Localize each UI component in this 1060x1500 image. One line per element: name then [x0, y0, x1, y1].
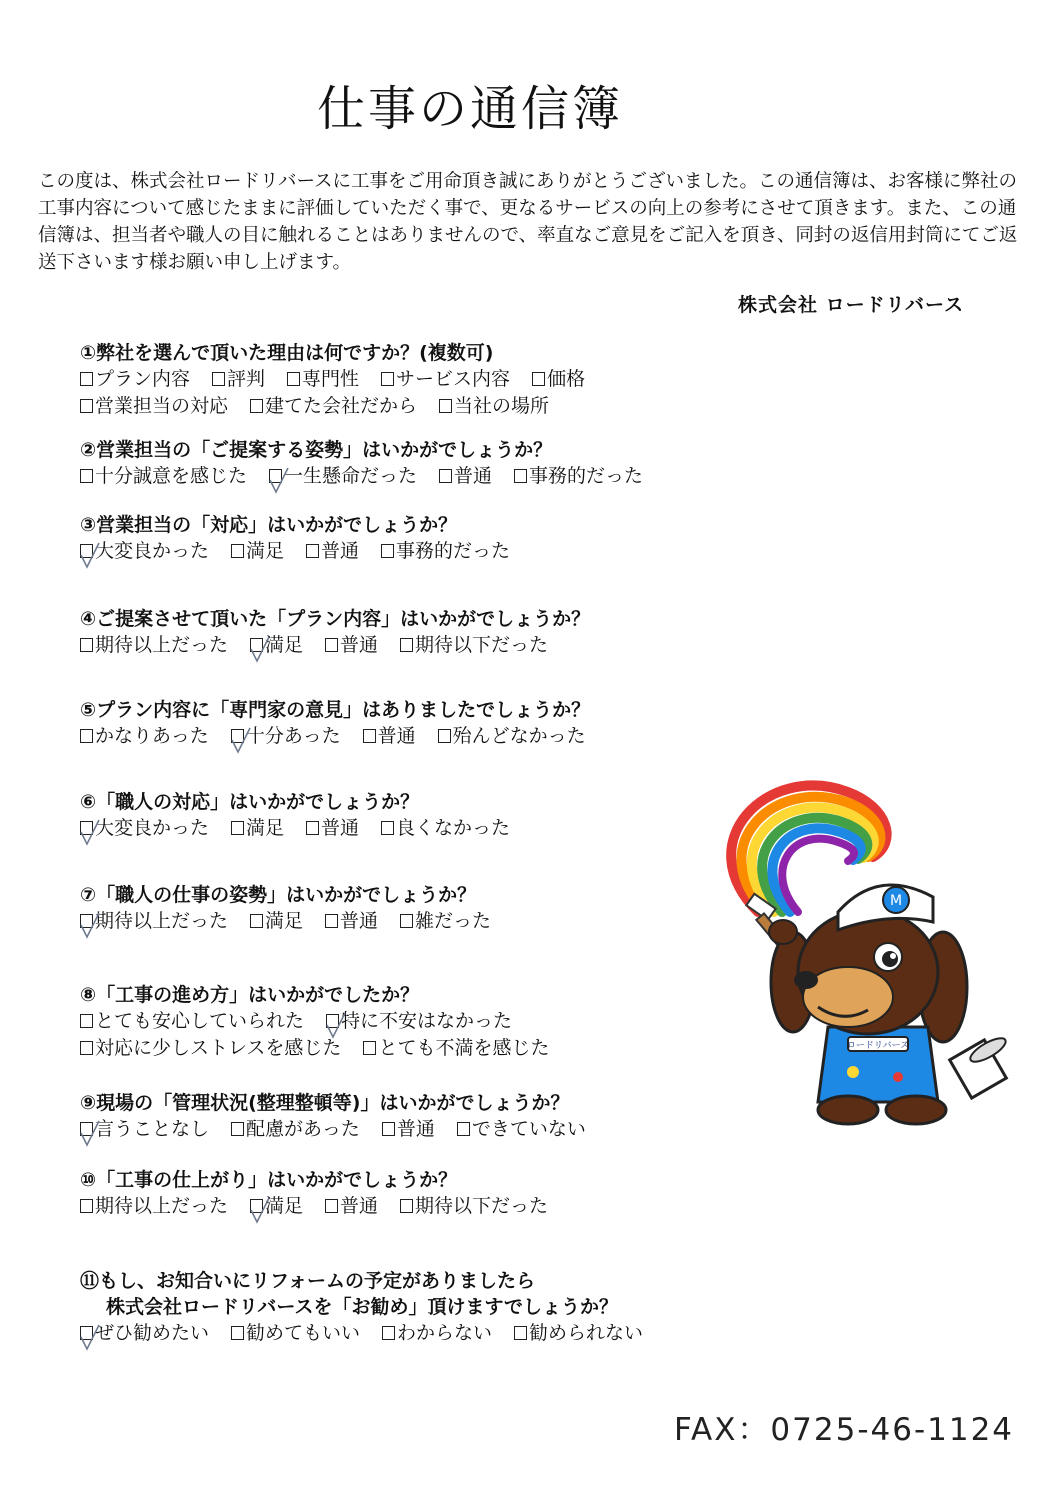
checkbox[interactable]: [80, 1041, 93, 1055]
option-label: 配慮があった: [246, 1118, 360, 1140]
option-label: 期待以下だった: [415, 634, 549, 656]
option-item[interactable]: [80, 1116, 209, 1143]
checkbox[interactable]: [80, 1199, 93, 1213]
checkbox[interactable]: [400, 638, 413, 652]
question-text: ②営業担当の「ご提案する姿勢」はいかがでしょうか？: [80, 439, 553, 461]
checkbox[interactable]: [80, 729, 93, 743]
option-item[interactable]: [80, 1320, 209, 1347]
question-block: [80, 512, 532, 565]
option-item[interactable]: [80, 908, 228, 935]
company-name: 株式会社 ロードリバース: [738, 294, 965, 316]
option-item[interactable]: [439, 463, 492, 490]
checkbox[interactable]: [306, 544, 319, 558]
option-label: 期待以下だった: [415, 1195, 549, 1217]
paint-can-icon: [950, 1034, 1009, 1098]
checkbox[interactable]: [212, 372, 225, 386]
checkbox[interactable]: [514, 469, 527, 483]
checkbox[interactable]: [514, 1326, 527, 1340]
checkbox[interactable]: [532, 372, 545, 386]
options-row: [80, 538, 532, 565]
option-item[interactable]: [80, 1008, 304, 1035]
question-text: ⑪もし、お知合いにリフォームの予定がありましたら: [80, 1270, 536, 1292]
checkbox[interactable]: [325, 914, 338, 928]
checkbox[interactable]: [457, 1122, 470, 1136]
question-block: [80, 437, 665, 490]
page-title: 仕事の通信簿: [316, 81, 623, 137]
apron-label: ロードリバース: [846, 1041, 910, 1051]
checkbox[interactable]: [400, 914, 413, 928]
option-label: 期待以上だった: [95, 634, 229, 656]
options-row: [80, 1116, 608, 1143]
option-item[interactable]: [400, 1193, 548, 1220]
options-row: [80, 632, 590, 659]
options-row: [80, 723, 608, 750]
option-label: 事務的だった: [396, 540, 511, 562]
option-item[interactable]: [457, 1116, 586, 1143]
option-item[interactable]: [381, 815, 510, 842]
question-text: ⑨現場の「管理状況(整理整頓等)」はいかがでしょうか？: [80, 1092, 570, 1114]
checkbox[interactable]: [80, 1326, 93, 1340]
options-row: [80, 815, 532, 842]
option-item[interactable]: [381, 366, 510, 393]
options-row: [80, 1008, 571, 1035]
question-text: ④ご提案させて頂いた「プラン内容」はいかがでしょうか？: [80, 608, 591, 630]
option-label: 大変良かった: [95, 817, 210, 839]
option-label: 殆んどなかった: [452, 725, 586, 747]
cap-logo-text: M: [889, 893, 903, 909]
option-label: 普通: [321, 817, 360, 839]
option-item[interactable]: [514, 463, 643, 490]
option-item[interactable]: [80, 538, 209, 565]
question-text: ③営業担当の「対応」はいかがでしょうか？: [80, 514, 458, 536]
checkbox[interactable]: [400, 1199, 413, 1213]
option-label: 普通: [396, 1118, 435, 1140]
option-label: 普通: [454, 465, 493, 487]
option-label: 十分あった: [245, 725, 341, 747]
question-text: ⑥「職人の対応」はいかがでしょうか？: [80, 791, 420, 813]
checkbox[interactable]: [80, 372, 93, 386]
option-item[interactable]: [306, 815, 359, 842]
option-item[interactable]: [80, 393, 228, 420]
checkbox[interactable]: [80, 1122, 93, 1136]
question-block: [80, 982, 571, 1062]
checkbox[interactable]: [231, 729, 244, 743]
option-item[interactable]: [80, 1193, 228, 1220]
option-label: とても安心していられた: [95, 1010, 305, 1032]
option-label: 建てた会社だから: [265, 395, 418, 417]
option-label: プラン内容: [95, 368, 191, 390]
checkbox[interactable]: [382, 1326, 395, 1340]
option-label: 雑だった: [415, 910, 492, 932]
question-text: ⑤プラン内容に「専門家の意見」はありましたでしょうか？: [80, 699, 591, 721]
option-item[interactable]: [250, 908, 303, 935]
option-label: 期待以上だった: [95, 910, 229, 932]
option-label: ぜひ勧めたい: [95, 1322, 210, 1344]
option-label: 満足: [265, 910, 304, 932]
question-text: ⑦「職人の仕事の姿勢」はいかがでしょうか？: [80, 884, 477, 906]
options-row: [80, 1193, 570, 1220]
option-item[interactable]: [326, 1008, 512, 1035]
checkbox[interactable]: [250, 1199, 263, 1213]
checkbox[interactable]: [231, 1326, 244, 1340]
option-item[interactable]: [532, 366, 585, 393]
option-item[interactable]: [80, 632, 228, 659]
question-block: [80, 1167, 570, 1220]
checkbox[interactable]: [381, 821, 394, 835]
checkbox[interactable]: [80, 638, 93, 652]
intro-paragraph: この度は、株式会社ロードリバースに工事をご用命頂き誠にありがとうございました。この通信簿は、お客様に弊社の工事内容について感じたままに評価していただく事で、更なるサービスの向上の参考にさせて頂きます。また、この通信簿は、担当者や職人の目に触れることはありませんので、率直なご意見をご記入を頂き、同封の返信用封筒にてご返送下さいます様お願い申し上げます。: [38, 171, 1018, 273]
option-item[interactable]: [439, 393, 549, 420]
option-item[interactable]: [212, 366, 265, 393]
checkbox[interactable]: [363, 1041, 376, 1055]
option-item[interactable]: [382, 1320, 492, 1347]
checkbox[interactable]: [439, 399, 452, 413]
option-item[interactable]: [250, 393, 417, 420]
option-item[interactable]: [325, 908, 378, 935]
question-block: [80, 789, 532, 842]
option-label: 評判: [227, 368, 266, 390]
option-item[interactable]: [514, 1320, 643, 1347]
option-label: 一生懸命だった: [284, 465, 418, 487]
option-item[interactable]: [231, 1320, 360, 1347]
option-label: 普通: [340, 634, 379, 656]
question-block: [80, 1090, 608, 1143]
option-item[interactable]: [80, 815, 209, 842]
option-label: 普通: [340, 1195, 379, 1217]
option-item[interactable]: [382, 1116, 435, 1143]
checkbox[interactable]: [363, 729, 376, 743]
checkbox[interactable]: [231, 544, 244, 558]
option-item[interactable]: [231, 1116, 360, 1143]
checkbox[interactable]: [231, 821, 244, 835]
option-label: 価格: [547, 368, 586, 390]
question-block: [80, 882, 513, 935]
question-text: ⑧「工事の進め方」はいかがでしたか？: [80, 984, 420, 1006]
checkbox[interactable]: [439, 469, 452, 483]
option-label: 言うことなし: [95, 1118, 210, 1140]
options-row: [80, 366, 607, 393]
question-block: [80, 697, 608, 750]
checkbox[interactable]: [438, 729, 451, 743]
question-text: ⑩「工事の仕上がり」はいかがでしょうか？: [80, 1169, 458, 1191]
option-item[interactable]: [438, 723, 586, 750]
option-item[interactable]: [231, 815, 284, 842]
option-item[interactable]: [250, 1193, 303, 1220]
question-block: [80, 606, 590, 659]
checkbox[interactable]: [80, 544, 93, 558]
option-item[interactable]: [400, 908, 491, 935]
checkbox[interactable]: [80, 399, 93, 413]
checkbox[interactable]: [325, 1199, 338, 1213]
option-item[interactable]: [231, 538, 284, 565]
option-item[interactable]: [363, 1035, 549, 1062]
option-label: とても不満を感じた: [378, 1037, 550, 1059]
option-item[interactable]: [250, 632, 303, 659]
option-item[interactable]: [325, 1193, 378, 1220]
checkbox[interactable]: [80, 914, 93, 928]
option-label: 十分誠意を感じた: [95, 465, 248, 487]
checkbox[interactable]: [250, 914, 263, 928]
options-row: [80, 393, 607, 420]
checkbox[interactable]: [250, 399, 263, 413]
checkbox[interactable]: [306, 821, 319, 835]
question-text-line2: 株式会社ロードリバースを「お勧め」頂けますでしょうか？: [106, 1296, 619, 1318]
option-label: かなりあった: [95, 725, 209, 747]
checkbox[interactable]: [80, 1014, 93, 1028]
option-label: 満足: [265, 1195, 304, 1217]
options-row: [80, 908, 513, 935]
fax-number: FAX：0725-46-1124: [674, 1412, 1015, 1448]
options-row: [80, 463, 665, 490]
option-label: 特に不安はなかった: [341, 1010, 513, 1032]
options-row: [80, 1320, 665, 1347]
checkbox[interactable]: [250, 638, 263, 652]
option-item[interactable]: [306, 538, 359, 565]
option-label: 当社の場所: [454, 395, 550, 417]
option-item[interactable]: [80, 366, 190, 393]
option-label: 事務的だった: [529, 465, 644, 487]
checkbox[interactable]: [325, 638, 338, 652]
option-label: 対応に少しストレスを感じた: [95, 1037, 342, 1059]
checkbox[interactable]: [80, 469, 93, 483]
option-label: 期待以上だった: [95, 1195, 229, 1217]
options-row: [80, 1035, 571, 1062]
option-label: 営業担当の対応: [95, 395, 229, 417]
checkbox[interactable]: [231, 1122, 244, 1136]
option-label: 大変良かった: [95, 540, 210, 562]
checkbox[interactable]: [287, 372, 300, 386]
option-item[interactable]: [80, 723, 209, 750]
checkbox[interactable]: [326, 1014, 339, 1028]
checkbox[interactable]: [381, 372, 394, 386]
option-label: 満足: [246, 817, 285, 839]
option-label: 専門性: [302, 368, 360, 390]
option-label: できていない: [471, 1118, 586, 1140]
option-item[interactable]: [363, 723, 416, 750]
question-block: [80, 340, 607, 420]
question-text: ①弊社を選んで頂いた理由は何ですか？(複数可): [80, 342, 494, 364]
mascot-illustration: [688, 772, 1028, 1132]
checkbox[interactable]: [381, 544, 394, 558]
option-label: 満足: [246, 540, 285, 562]
option-label: 勧めてもいい: [246, 1322, 361, 1344]
option-label: 満足: [265, 634, 304, 656]
option-label: 勧められない: [529, 1322, 644, 1344]
option-item[interactable]: [269, 463, 417, 490]
option-label: サービス内容: [396, 368, 511, 390]
option-item[interactable]: [80, 1035, 341, 1062]
checkbox[interactable]: [382, 1122, 395, 1136]
question-block: [80, 1268, 665, 1347]
option-label: 普通: [321, 540, 360, 562]
option-label: 普通: [340, 910, 379, 932]
checkbox[interactable]: [269, 469, 282, 483]
option-label: わからない: [397, 1322, 493, 1344]
option-item[interactable]: [80, 463, 247, 490]
option-item[interactable]: [231, 723, 341, 750]
option-label: 良くなかった: [396, 817, 511, 839]
option-item[interactable]: [287, 366, 359, 393]
option-item[interactable]: [381, 538, 510, 565]
option-item[interactable]: [325, 632, 378, 659]
option-label: 普通: [377, 725, 416, 747]
checkbox[interactable]: [80, 821, 93, 835]
option-item[interactable]: [400, 632, 548, 659]
